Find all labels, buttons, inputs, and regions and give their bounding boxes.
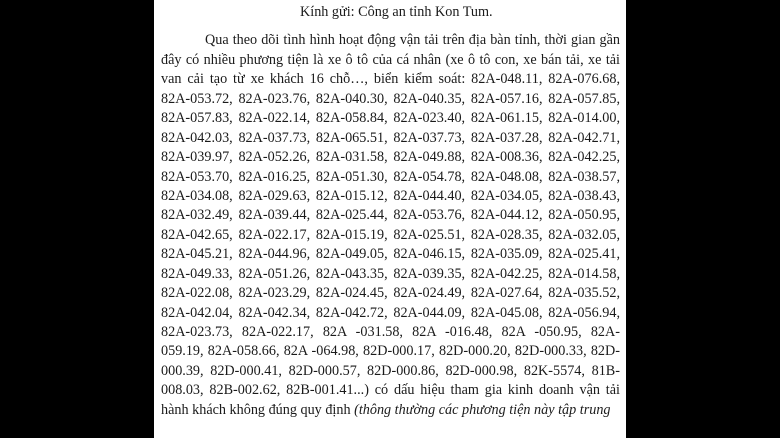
paragraph-line: 82A-042.65, 82A-022.17, 82A-015.19, 82A-025.51, 82A-028.35, 82A-032.05, — [161, 226, 620, 243]
letter-body — [161, 0, 620, 420]
paragraph-line: 82A-034.08, 82A-029.63, 82A-015.12, 82A-044.40, 82A-034.05, 82A-038.43, — [161, 187, 620, 204]
paragraph-line: 82A-042.04, 82A-042.34, 82A-042.72, 82A-044.09, 82A-045.08, 82A-056.94, — [161, 304, 620, 321]
paragraph-line: 82A-053.72, 82A-023.76, 82A-040.30, 82A-040.35, 82A-057.16, 82A-057.85, — [161, 90, 620, 107]
paragraph-line: Qua theo dõi tình hình hoạt động vận tải trên địa bàn tỉnh, thời gian gần — [205, 32, 620, 49]
paragraph-line: 82A-042.03, 82A-037.73, 82A-065.51, 82A-037.73, 82A-037.28, 82A-042.71, — [161, 129, 620, 146]
paragraph-line: 82A-045.21, 82A-044.96, 82A-049.05, 82A-046.15, 82A-035.09, 82A-025.41, — [161, 246, 620, 263]
paragraph-line: 82A-057.83, 82A-022.14, 82A-058.84, 82A-023.40, 82A-061.15, 82A-014.00, — [161, 110, 620, 127]
paragraph-line: 82A-032.49, 82A-039.44, 82A-025.44, 82A-053.76, 82A-044.12, 82A-050.95, — [161, 207, 620, 224]
paragraph-line: 82A-049.33, 82A-051.26, 82A-043.35, 82A-039.35, 82A-042.25, 82A-014.58, — [161, 265, 620, 282]
paragraph-line-last — [161, 401, 620, 420]
paragraph-line: 059.19, 82A-058.66, 82A -064.98, 82D-000.17, 82D-000.20, 82D-000.33, 82D- — [161, 343, 620, 360]
paragraph-line: 82A-053.70, 82A-016.25, 82A-051.30, 82A-054.78, 82A-048.08, 82A-038.57, — [161, 168, 620, 185]
last-line-text: hành khách không đúng quy định — [161, 401, 355, 418]
paragraph-line: 82A-022.08, 82A-023.29, 82A-024.45, 82A-024.49, 82A-027.64, 82A-035.52, — [161, 285, 620, 302]
last-line-italic-text: (thông thường các phương tiện này tập trung — [354, 401, 611, 418]
document-page — [154, 0, 626, 438]
paragraph-line: 008.03, 82B-002.62, 82B-001.41...) có dấu hiệu tham gia kinh doanh vận tải — [161, 382, 620, 399]
salutation-line: Kính gửi: Công an tỉnh Kon Tum. — [300, 4, 493, 20]
paragraph-line: đây có nhiều phương tiện là xe ô tô của cá nhân (xe ô tô con, xe bán tải, xe tải — [161, 51, 620, 68]
paragraph-line: 82A-023.73, 82A-022.17, 82A -031.58, 82A -016.48, 82A -050.95, 82A- — [161, 324, 620, 340]
paragraph-line: 000.39, 82D-000.41, 82D-000.57, 82D-000.86, 82D-000.98, 82K-5574, 81B- — [161, 362, 620, 379]
paragraph-line: van cải tạo từ xe khách 16 chỗ…, biển kiểm soát: 82A-048.11, 82A-076.68, — [161, 71, 620, 88]
paragraph-line: 82A-039.97, 82A-052.26, 82A-031.58, 82A-049.88, 82A-008.36, 82A-042.25, — [161, 149, 620, 166]
